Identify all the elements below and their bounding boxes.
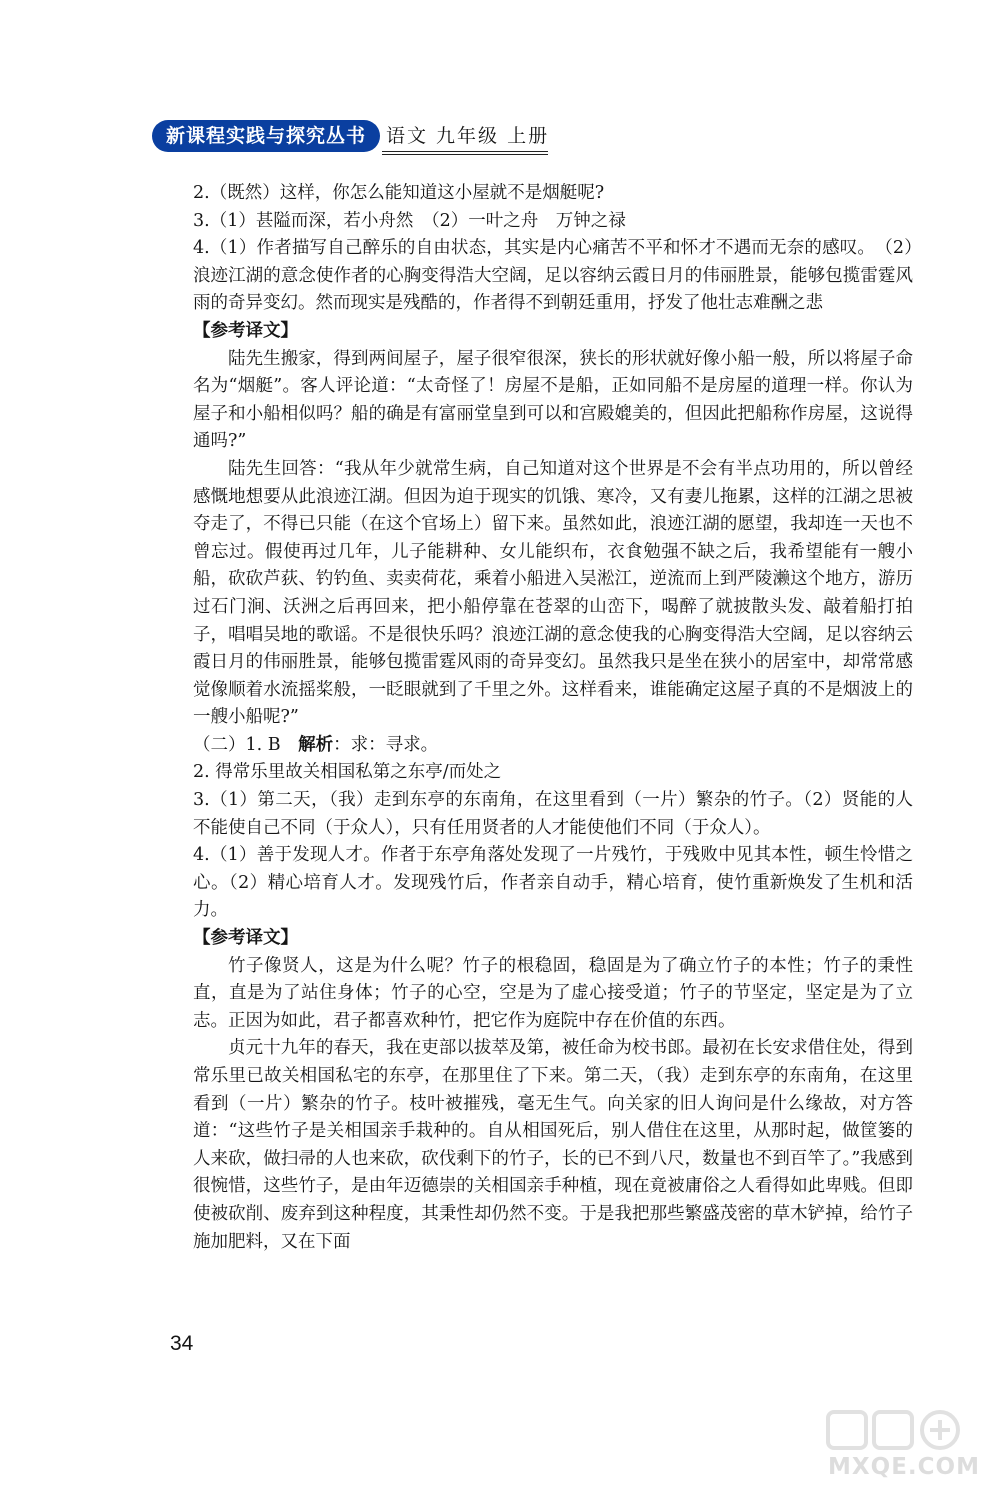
running-header xyxy=(152,120,548,154)
translation-paragraph: 竹子像贤人，这是为什么呢？竹子的根稳固，稳固是为了确立竹子的本性；竹子的秉性直，直是为了站住身体；竹子的心空，空是为了虚心接受道；竹子的节坚定，坚定是为了立志。正因为如此，君子都喜欢种竹，把它作为庭院中存在价值的东西。 xyxy=(193,955,913,1031)
watermark-text: MXQE.COM xyxy=(828,1454,980,1480)
answer-content xyxy=(193,180,913,1256)
translation-heading: 【参考译文】 xyxy=(193,320,298,341)
answer-line: 3.（1）甚隘而深，若小舟然 （2）一叶之舟 万钟之禄 xyxy=(193,210,626,231)
watermark-icon xyxy=(780,1408,980,1452)
translation-heading: 【参考译文】 xyxy=(193,928,298,949)
header-rule xyxy=(382,151,548,152)
page-number: 34 xyxy=(170,1332,194,1355)
translation-paragraph: 陆先生搬家，得到两间屋子，屋子很窄很深，狭长的形状就好像小船一般，所以将屋子命名为“烟艇”。客人评论道：“太奇怪了！房屋不是船，正如同船不是房屋的道理一样。你认为屋子和小船相似吗？船的确是有富丽堂皇到可以和宫殿媲美的，但因此把船称作房屋，这说得通吗?” xyxy=(193,348,913,452)
answer-line: 3.（1）第二天，（我）走到东亭的东南角，在这里看到（一片）繁杂的竹子。（2）贤能的人不能使自己不同（于众人），只有任用贤者的人才能使他们不同（于众人）。 xyxy=(193,790,913,838)
answer-line: 4.（1）善于发现人才。作者于东亭角落处发现了一片残竹，于残败中见其本性，顿生怜惜之心。（2）精心培育人才。发现残竹后，作者亲自动手，精心培育，使竹重新焕发了生机和活力。 xyxy=(193,845,913,921)
answer-line: 4.（1）作者描写自己醉乐的自由状态，其实是内心痛苦不平和怀才不遇而无奈的感叹。 （2）浪迹江湖的意念使作者的心胸变得浩大空阔，足以容纳云霞日月的伟丽胜景，能够包揽雷霆风雨的奇异变幻。然而现实是残酷的，作者得不到朝廷重用，抒发了他壮志难酬之悲 xyxy=(193,238,913,314)
translation-paragraph: 贞元十九年的春天，我在吏部以拔萃及第，被任命为校书郎。最初在长安求借住处，得到常乐里已故关相国私宅的东亭，在那里住了下来。第二天，（我）走到东亭的东南角，在这里看到（一片）繁杂的竹子。枝叶被摧残，毫无生气。向关家的旧人询问是什么缘故，对方答道：“这些竹子是关相国亲手栽种的。自从相国死后，别人借住在这里，从那时起，做筐篓的人来砍，做扫帚的人也来砍，砍伐剩下的竹子，长的已不到八尺，数量也不到百竿了。”我感到很惋惜，这些竹子，是由年迈德崇的关相国亲手种植，现在竟被庸俗之人看得如此卑贱。但即使被砍削、废弃到这种程度，其秉性却仍然不变。于是我把那些繁盛茂密的草木铲掉，给竹子施加肥料，又在下面 xyxy=(193,1038,913,1252)
answer-prefix: （二）1. B xyxy=(193,734,299,755)
answer-line xyxy=(193,732,913,760)
book-info: 语文 九年级 上册 xyxy=(386,125,550,147)
analysis-text: ：求：寻求。 xyxy=(333,734,439,755)
answer-line: 2.（既然）这样，你怎么能知道这小屋就不是烟艇呢? xyxy=(193,183,605,203)
analysis-label: 解析 xyxy=(298,734,334,755)
answer-line: 2. 得常乐里故关相国私第之东亭/而处之 xyxy=(193,762,502,783)
header-rule-second xyxy=(382,154,548,155)
watermark-logo xyxy=(780,1408,980,1480)
series-name-badge: 新课程实践与探究丛书 xyxy=(152,120,380,152)
translation-paragraph: 陆先生回答：“我从年少就常生病，自己知道对这个世界是不会有半点功用的，所以曾经感慨地想要从此浪迹江湖。但因为迫于现实的饥饿、寒冷，又有妻儿拖累，这样的江湖之思被夺走了，不得已只能（在这个官场上）留下来。虽然如此，浪迹江湖的愿望，我却连一天也不曾忘过。假使再过几年，儿子能耕种、女儿能织布，衣食勉强不缺之后，我希望能有一艘小船，砍砍芦荻、钓钓鱼、卖卖荷花，乘着小船进入吴淞江，逆流而上到严陵濑这个地方，游历过石门涧、沃洲之后再回来，把小船停靠在苍翠的山峦下，喝醉了就披散头发、敲着船打拍子，唱唱吴地的歌谣。不是很快乐吗？浪迹江湖的意念使我的心胸变得浩大空阔，足以容纳云霞日月的伟丽胜景，能够包揽雷霆风雨的奇异变幻。虽然我只是坐在狭小的居室中，却常常感觉像顺着水流摇桨般，一眨眼就到了千里之外。这样看来，谁能确定这屋子真的不是烟波上的一艘小船呢?” xyxy=(193,458,913,728)
